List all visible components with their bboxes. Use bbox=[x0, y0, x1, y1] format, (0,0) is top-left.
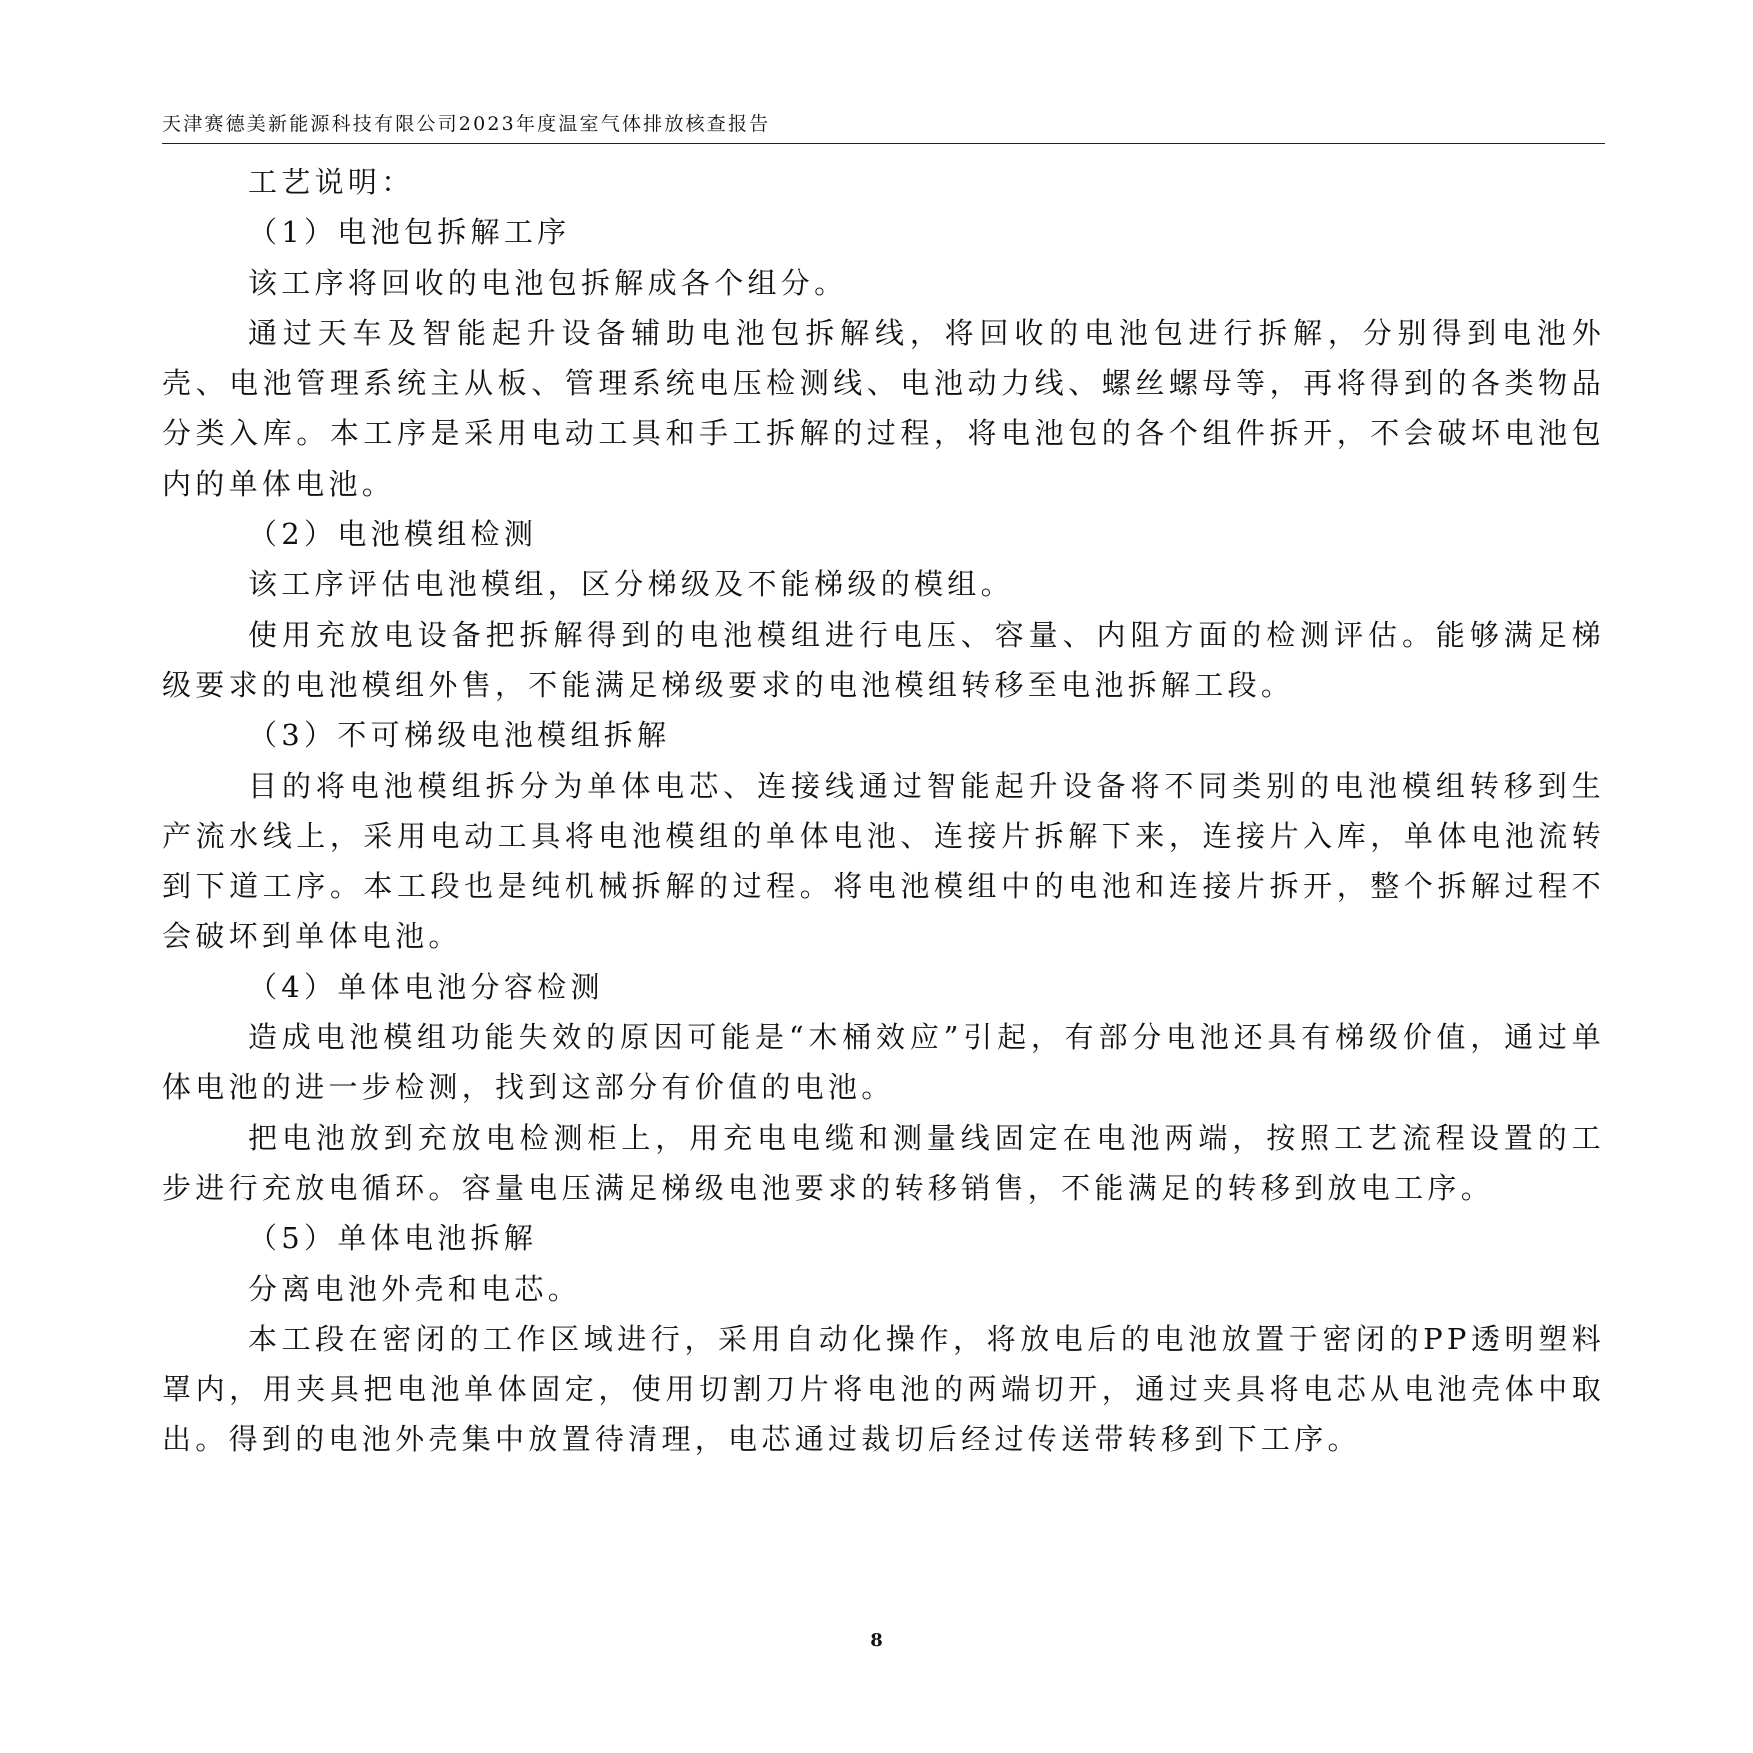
paragraph: 分离电池外壳和电芯。 bbox=[248, 1271, 582, 1306]
paragraph: 通过天车及智能起升设备辅助电池包拆解线，将回收的电池包进行拆解，分别得到电池外壳、电池管理系统主从板、管理系统电压检测线、电池动力线、螺丝螺母等，再将得到的各类物品分类入库。本工序是采用电动工具和手工拆解的过程，将电池包的各个组件拆开，不会破坏电池包内的单体电池。 bbox=[162, 315, 1605, 501]
section-heading-5: （5）单体电池拆解 bbox=[248, 1221, 538, 1256]
paragraph: 本工段在密闭的工作区域进行，采用自动化操作，将放电后的电池放置于密闭的PP透明塑料罩内，用夹具把电池单体固定，使用切割刀片将电池的两端切开，通过夹具将电芯从电池壳体中取出。得到的电池外壳集中放置待清理，电芯通过裁切后经过传送带转移到下工序。 bbox=[162, 1321, 1605, 1457]
paragraph: 目的将电池模组拆分为单体电芯、连接线通过智能起升设备将不同类别的电池模组转移到生产流水线上，采用电动工具将电池模组的单体电池、连接片拆解下来，连接片入库，单体电池流转到下道工序。本工段也是纯机械拆解的过程。将电池模组中的电池和连接片拆开，整个拆解过程不会破坏到单体电池。 bbox=[162, 768, 1605, 954]
document-body bbox=[162, 157, 1605, 1465]
paragraph: 该工序将回收的电池包拆解成各个组分。 bbox=[248, 265, 848, 300]
page-number: 8 bbox=[870, 1630, 883, 1651]
section-heading-2: （2）电池模组检测 bbox=[248, 517, 538, 552]
section-heading-1: （1）电池包拆解工序 bbox=[248, 215, 571, 250]
header-title: 天津赛德美新能源科技有限公司2023年度温室气体排放核查报告 bbox=[162, 113, 771, 135]
paragraph: 使用充放电设备把拆解得到的电池模组进行电压、容量、内阻方面的检测评估。能够满足梯级要求的电池模组外售，不能满足梯级要求的电池模组转移至电池拆解工段。 bbox=[162, 617, 1605, 702]
paragraph: 该工序评估电池模组，区分梯级及不能梯级的模组。 bbox=[248, 567, 1014, 602]
section-heading-3: （3）不可梯级电池模组拆解 bbox=[248, 718, 671, 753]
paragraph: 造成电池模组功能失效的原因可能是“木桶效应”引起，有部分电池还具有梯级价值，通过单体电池的进一步检测，找到这部分有价值的电池。 bbox=[162, 1020, 1605, 1105]
section-heading-4: （4）单体电池分容检测 bbox=[248, 969, 604, 1004]
process-description-intro: 工艺说明： bbox=[248, 165, 415, 199]
page-header bbox=[162, 103, 1605, 144]
paragraph: 把电池放到充放电检测柜上，用充电电缆和测量线固定在电池两端，按照工艺流程设置的工步进行充放电循环。容量电压满足梯级电池要求的转移销售，不能满足的转移到放电工序。 bbox=[162, 1120, 1605, 1205]
